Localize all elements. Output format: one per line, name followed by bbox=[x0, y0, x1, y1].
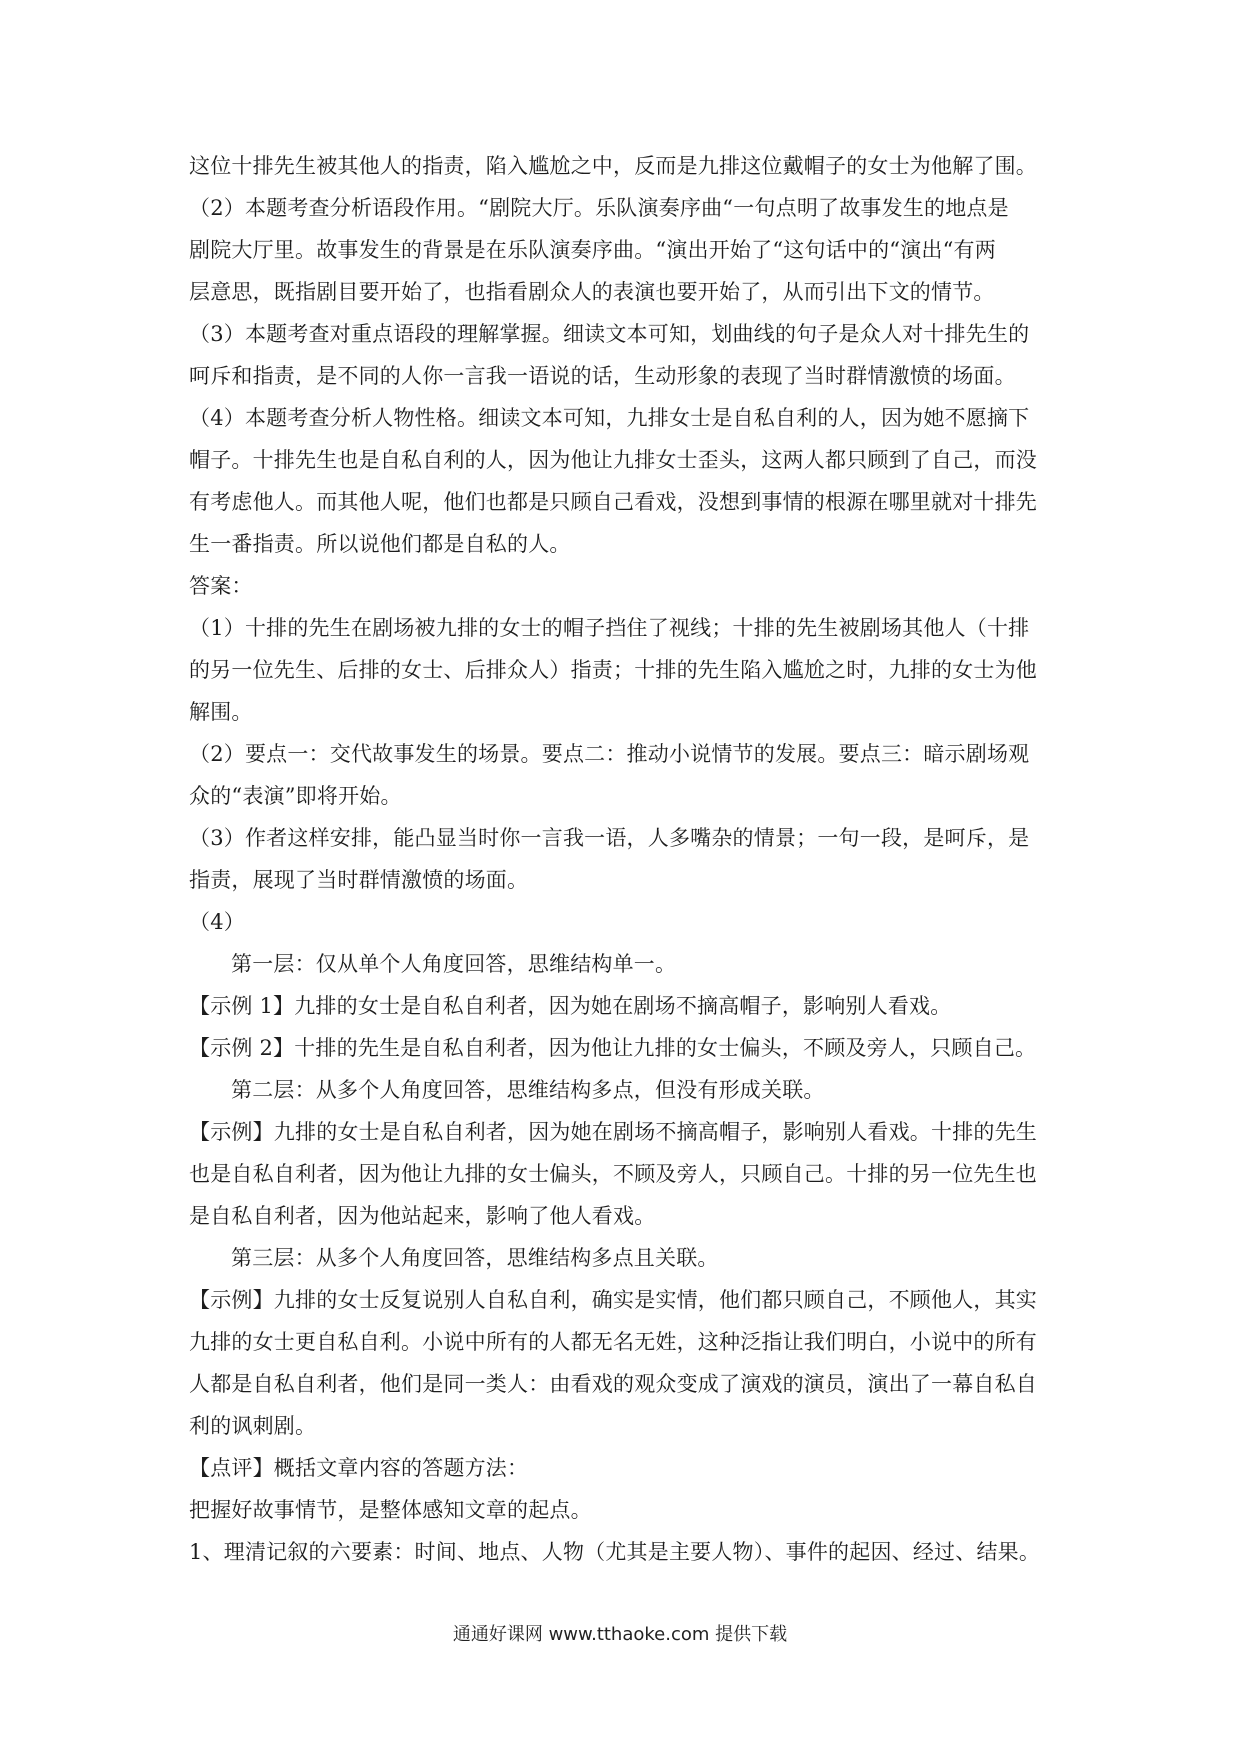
text-line: 众的“表演”即将开始。 bbox=[189, 784, 402, 808]
text-line: 生一番指责。所以说他们都是自私的人。 bbox=[189, 532, 571, 556]
text-line: （4）本题考查分析人物性格。细读文本可知，九排女士是自私自利的人，因为她不愿摘下 bbox=[189, 406, 1030, 430]
text-line: 这位十排先生被其他人的指责，陷入尴尬之中，反而是九排这位戴帽子的女士为他解了围。 bbox=[189, 154, 1037, 178]
answer-text-block bbox=[189, 145, 1057, 1573]
text-line: 人都是自私自利者，他们是同一类人：由看戏的观众变成了演戏的演员，演出了一幕自私自 bbox=[189, 1372, 1037, 1396]
text-line: 1、理清记叙的六要素：时间、地点、人物（尤其是主要人物）、事件的起因、经过、结果。 bbox=[189, 1540, 1041, 1564]
text-line: 指责，展现了当时群情激愤的场面。 bbox=[189, 868, 529, 892]
text-line: 剧院大厅里。故事发生的背景是在乐队演奏序曲。“演出开始了“这句话中的“演出“有两 bbox=[189, 238, 996, 262]
text-line: 呵斥和指责，是不同的人你一言我一语说的话，生动形象的表现了当时群情激愤的场面。 bbox=[189, 364, 1016, 388]
text-line: 也是自私自利者，因为他让九排的女士偏头，不顾及旁人，只顾自己。十排的另一位先生也 bbox=[189, 1162, 1037, 1186]
level-heading: 第二层：从多个人角度回答，思维结构多点，但没有形成关联。 bbox=[231, 1078, 825, 1102]
text-line: （2）本题考查分析语段作用。“剧院大厅。乐队演奏序曲“一句点明了故事发生的地点是 bbox=[189, 196, 1009, 220]
text-line: 把握好故事情节，是整体感知文章的起点。 bbox=[189, 1498, 592, 1522]
example-line: 【示例 1】九排的女士是自私自利者，因为她在剧场不摘高帽子，影响别人看戏。 bbox=[189, 994, 952, 1018]
comment-heading: 【点评】概括文章内容的答题方法： bbox=[189, 1456, 529, 1480]
text-line: （1）十排的先生在剧场被九排的女士的帽子挡住了视线；十排的先生被剧场其他人（十排 bbox=[189, 616, 1030, 640]
example-line: 【示例】九排的女士是自私自利者，因为她在剧场不摘高帽子，影响别人看戏。十排的先生 bbox=[189, 1120, 1037, 1144]
text-line: （3）本题考查对重点语段的理解掌握。细读文本可知，划曲线的句子是众人对十排先生的 bbox=[189, 322, 1030, 346]
answer-heading: 答案： bbox=[189, 574, 253, 598]
text-line: 解围。 bbox=[189, 700, 253, 724]
text-line: 是自私自利者，因为他站起来，影响了他人看戏。 bbox=[189, 1204, 656, 1228]
text-line: 利的讽刺剧。 bbox=[189, 1414, 317, 1438]
level-heading: 第三层：从多个人角度回答，思维结构多点且关联。 bbox=[231, 1246, 719, 1270]
text-line: （4） bbox=[189, 910, 245, 934]
text-line: （2）要点一：交代故事发生的场景。要点二：推动小说情节的发展。要点三：暗示剧场观 bbox=[189, 742, 1030, 766]
example-line: 【示例 2】十排的先生是自私自利者，因为他让九排的女士偏头，不顾及旁人，只顾自己。 bbox=[189, 1036, 1037, 1060]
text-line: 帽子。十排先生也是自私自利的人，因为他让九排女士歪头，这两人都只顾到了自己，而没 bbox=[189, 448, 1037, 472]
text-line: 的另一位先生、后排的女士、后排众人）指责；十排的先生陷入尴尬之时，九排的女士为他 bbox=[189, 658, 1037, 682]
example-line: 【示例】九排的女士反复说别人自私自利，确实是实情，他们都只顾自己，不顾他人，其实 bbox=[189, 1288, 1037, 1312]
level-heading: 第一层：仅从单个人角度回答，思维结构单一。 bbox=[231, 952, 677, 976]
text-line: （3）作者这样安排，能凸显当时你一言我一语，人多嘴杂的情景；一句一段，是呵斥，是 bbox=[189, 826, 1030, 850]
text-line: 九排的女士更自私自利。小说中所有的人都无名无姓，这种泛指让我们明白，小说中的所有 bbox=[189, 1330, 1037, 1354]
text-line: 有考虑他人。而其他人呢，他们也都是只顾自己看戏，没想到事情的根源在哪里就对十排先 bbox=[189, 490, 1037, 514]
text-line: 层意思，既指剧目要开始了，也指看剧众人的表演也要开始了，从而引出下文的情节。 bbox=[189, 280, 995, 304]
page-footer: 通通好课网 www.tthaoke.com 提供下载 bbox=[452, 1624, 788, 1645]
